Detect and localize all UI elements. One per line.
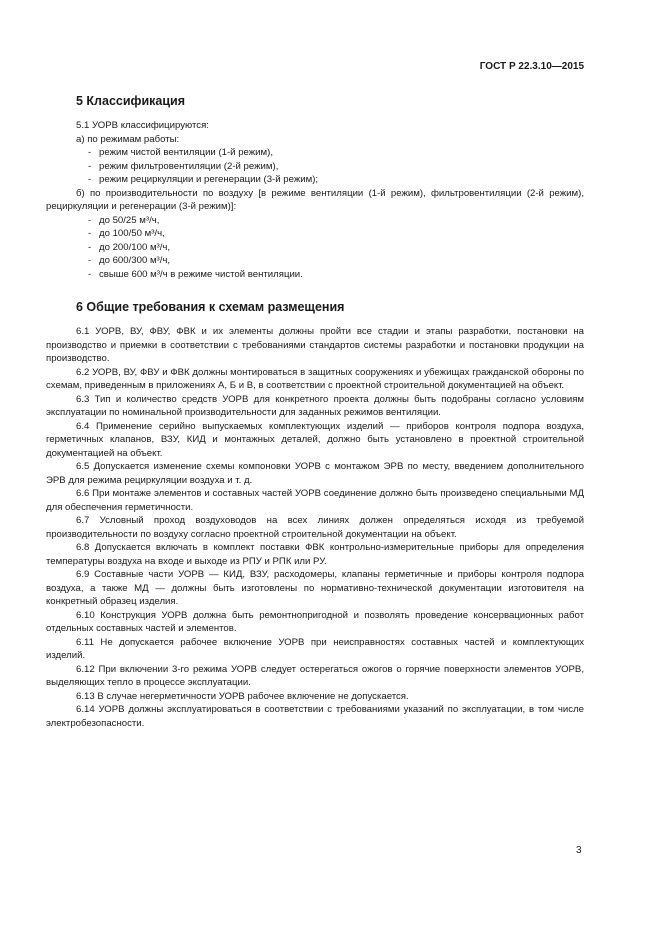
paragraph-6-1: 6.1 УОРВ, ВУ, ФВУ, ФВК и их элементы должны пройти все стадии и этапы разработки, постановки на производство и приемки в соответствии с требованиями стандартов системы разработки и постановки продукции на производство. [46, 326, 584, 364]
paragraph-6-5: 6.5 Допускается изменение схемы компоновки УОРВ с монтажом ЭРВ по месту, введением дополнительного ЭРВ для режима рециркуляции воздуха и т. д. [46, 461, 584, 486]
page-content [46, 90, 584, 730]
list-item: - до 600/300 м³/ч, [88, 255, 171, 266]
capacity-list [46, 214, 584, 282]
paragraph-6-11: 6.11 Не допускается рабочее включение УОРВ при неисправностях составных частей и комплектующих изделий. [46, 636, 584, 661]
paragraph-6-10: 6.10 Конструкция УОРВ должна быть ремонтнопригодной и позволять проведение консервационных работ отдельных составных частей и элементов. [46, 609, 584, 634]
paragraph-6-14: 6.14 УОРВ должны эксплуатироваться в соответствии с требованиями указаний по эксплуатации, в том числе электробезопасности. [46, 704, 584, 729]
paragraph-5-1: 5.1 УОРВ классифицируются: [76, 120, 209, 131]
paragraph-6-2: 6.2 УОРВ, ВУ, ФВУ и ФВК должны монтироваться в защитных сооружениях и убежищах гражданской обороны по схемам, приведенным в приложениях А, Б и В, в соответствии с проектной строительной документацией на объект. [46, 366, 584, 391]
list-item: - режим рециркуляции и регенерации (3-й режим); [88, 174, 319, 185]
section-5-heading: 5 Классификация [76, 94, 186, 108]
paragraph-6-7: 6.7 Условный проход воздуховодов на всех линиях должен определяться исходя из требуемой производительности по воздуху согласно проектной строительной документации на объект. [46, 515, 584, 540]
document-code: ГОСТ Р 22.3.10—2015 [479, 61, 584, 72]
paragraph-6-4: 6.4 Применение серийно выпускаемых комплектующих изделий — приборов контроля подпора воздуха, герметичных клапанов, ВЗУ, КИД и монтажных деталей, должно быть установлено в проектной строительной документацией на объект. [46, 420, 584, 459]
list-item: - до 100/50 м³/ч, [88, 228, 165, 239]
section-6-heading: 6 Общие требования к схемам размещения [76, 300, 345, 314]
mode-list [46, 146, 584, 187]
paragraph-6-3: 6.3 Тип и количество средств УОРВ для конкретного проекта должны быть подобраны согласно условиям эксплуатации по номинальной производительности для заданных режимов вентиляции. [46, 393, 584, 418]
paragraph-6-6: 6.6 При монтаже элементов и составных частей УОРВ соединение должно быть произведено специальными МД для обеспечения герметичности. [46, 488, 584, 513]
list-item: - до 200/100 м³/ч, [88, 241, 171, 253]
paragraph-6-9: 6.9 Составные части УОРВ — КИД, ВЗУ, расходомеры, клапаны герметичные и приборы контроля подпора воздуха, а также МД — должны быть изготовлены по нормативно-технической документации изготовителя на конкретный образец изделия. [46, 569, 584, 607]
list-item: - до 50/25 м³/ч, [88, 214, 160, 226]
paragraph-6-12: 6.12 При включении 3-го режима УОРВ следует остерегаться ожогов о горячие поверхности элементов УОРВ, выделяющих тепло в процессе эксплуатации. [46, 663, 584, 688]
list-a-intro: а) по режимам работы: [76, 133, 180, 145]
paragraph-6-13: 6.13 В случае негерметичности УОРВ рабочее включение не допускается. [76, 690, 409, 702]
list-item: - свыше 600 м³/ч в режиме чистой вентиляции. [88, 268, 303, 280]
list-item: - режим чистой вентиляции (1-й режим), [88, 147, 273, 158]
list-item: - режим фильтровентиляции (2-й режим), [88, 160, 279, 172]
list-b-intro: б) по производительности по воздуху [в режиме вентиляции (1-й режим), фильтровентиляции (2-й режим), рециркуляции и регенерации (3-й режим)]: [46, 187, 584, 212]
page-number: 3 [576, 845, 582, 856]
paragraph-6-8: 6.8 Допускается включать в комплект поставки ФВК контрольно-измерительные приборы для определения температуры воздуха на входе и выходе из РПУ и РПК или РУ. [46, 542, 584, 567]
